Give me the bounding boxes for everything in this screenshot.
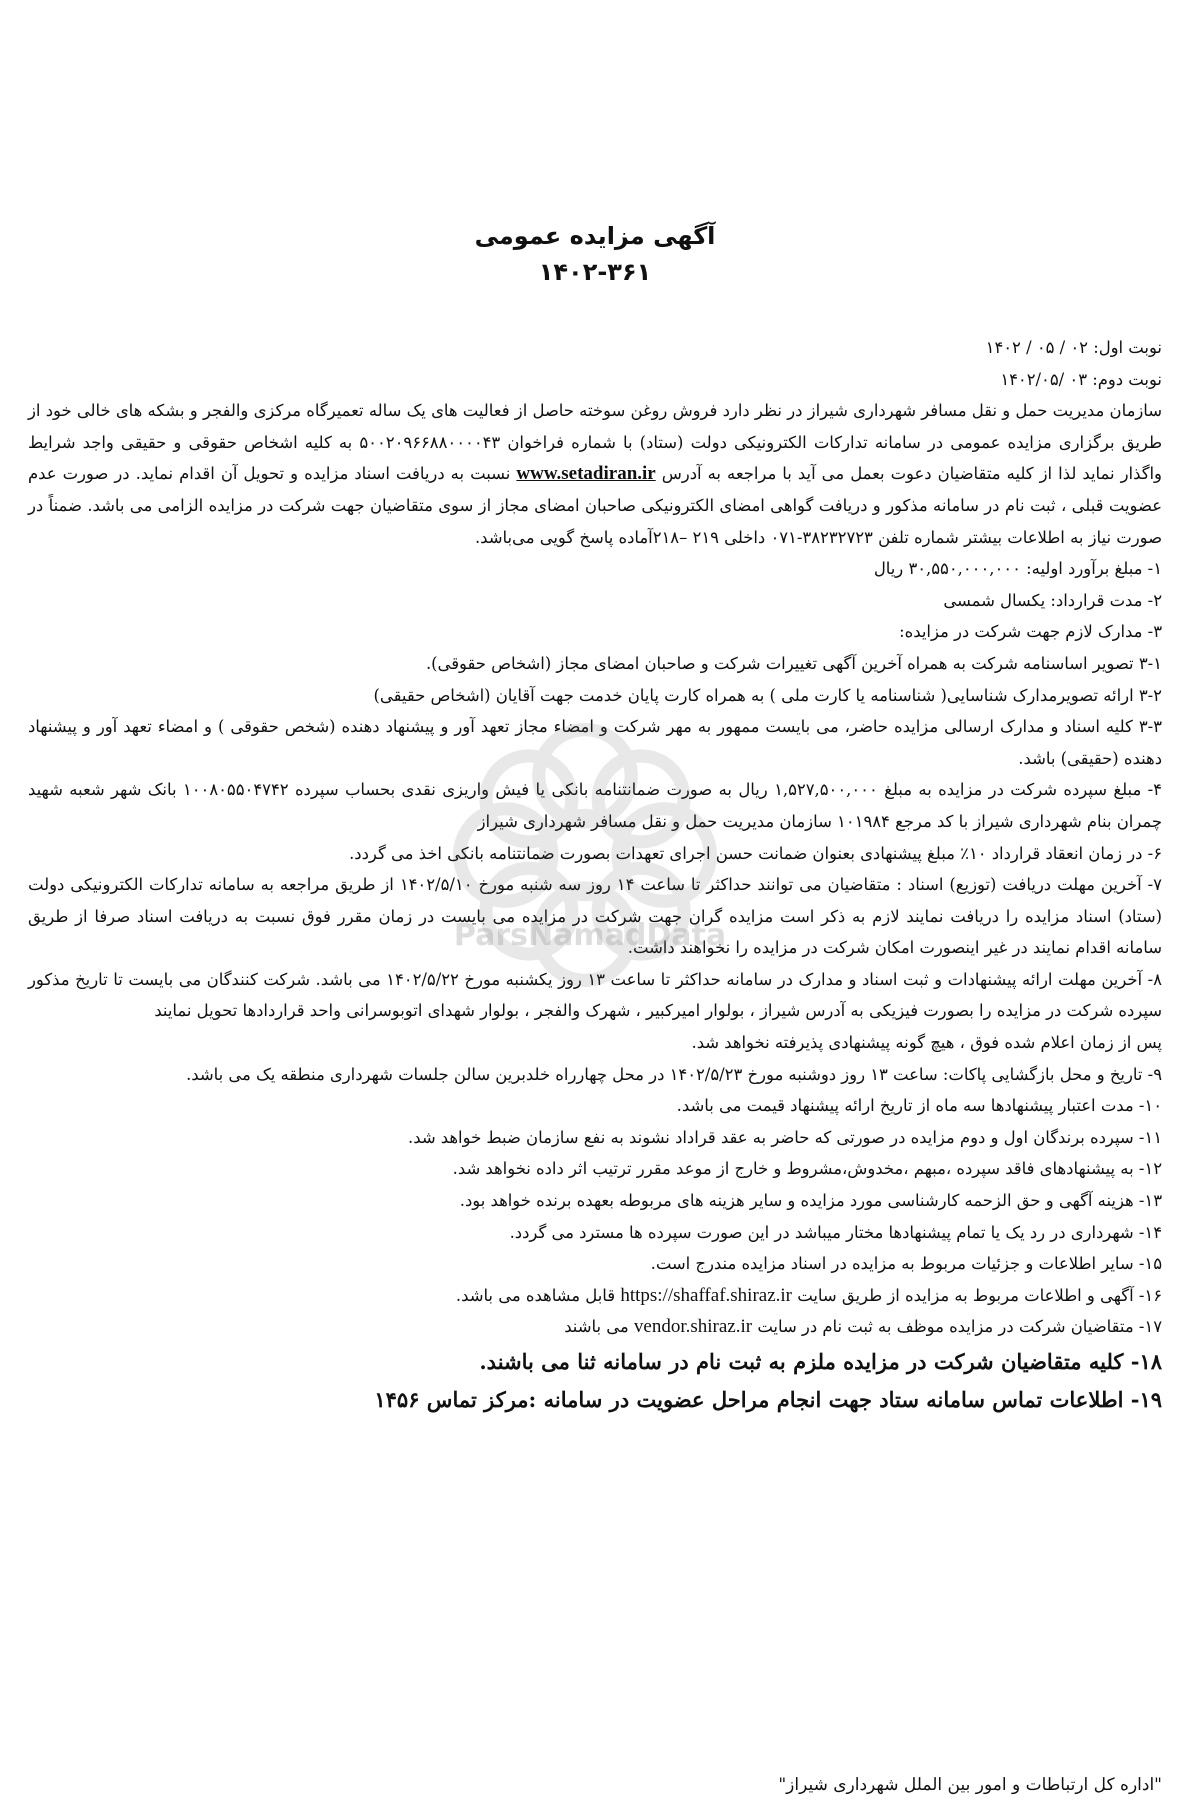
document-body — [28, 332, 1162, 1419]
item-19: ۱۹- اطلاعات تماس سامانه ستاد جهت انجام مراحل عضویت در سامانه :مرکز تماس ۱۴۵۶ — [374, 1387, 1162, 1412]
item-17-text-1: ۱۷- متقاضیان شرکت در مزایده موظف به ثبت نام در سایت — [757, 1317, 1162, 1337]
second-notice: نوبت دوم: ۰۳ /۱۴۰۲/۰۵ — [1000, 369, 1162, 389]
document-page — [28, 0, 1162, 1818]
auction-number: ۱۴۰۲-۳۶۱ — [538, 258, 652, 286]
first-notice: نوبت اول: ۰۲ / ۰۵ / ۱۴۰۲ — [985, 338, 1162, 357]
intro-paragraph — [28, 395, 1162, 553]
item-16 — [28, 1280, 1162, 1312]
item-17-text-2: می باشند — [564, 1317, 629, 1337]
item-3-1: ۳-۱ تصویر اساسنامه شرکت به همراه آخرین آگهی تغییرات شرکت و صاحبان امضای مجاز (اشخاص حقوقی). — [425, 653, 1162, 673]
item-7: ۷- آخرین مهلت دریافت (توزیع) اسناد : متقاضیان می توانند حداکثر تا ساعت ۱۴ روز سه شنبه مورخ ۱۴۰۲/۵/۱۰ از طریق مراجعه به سامانه تدارکات الکترونیکی دولت (ستاد) اسناد مزایده را دریافت نمایند لازم به ذکر است مزایده گران جهت شرکت در مزایده می بایست در زمان مقرر فوق نسبت به دریافت اسناد صرفا از طریق سامانه اقدام نمایند در غیر اینصورت امکان شرکت در مزایده را نخواهند داشت. — [28, 875, 1162, 958]
item-3-2: ۳-۲ ارائه تصویرمدارک شناسایی( شناسنامه یا کارت ملی ) به همراه کارت پایان خدمت جهت آقایان (اشخاص حقیقی) — [373, 685, 1162, 705]
item-18: ۱۸- کلیه متقاضیان شرکت در مزایده ملزم به ثبت نام در سامانه ثنا می باشند. — [479, 1349, 1162, 1374]
vendor-link[interactable]: vendor.shiraz.ir — [633, 1316, 753, 1338]
item-3: ۳- مدارک لازم جهت شرکت در مزایده: — [899, 622, 1162, 642]
item-2: ۲- مدت قرارداد: یکسال شمسی — [943, 590, 1162, 610]
item-16-text-2: قابل مشاهده می باشد. — [455, 1285, 616, 1305]
intro-text-1: سازمان مدیریت حمل و نقل مسافر شهرداری شیراز در نظر دارد فروش روغن سوخته حاصل از فعالیت های یک ساله تعمیرگاه مرکزی والفجر و بشکه های خالی خود از طریق برگزاری مزایده عمومی در سامانه تدارکات الکترونیکی دولت (ستاد) با شماره فراخوان ۵۰۰۲۰۹۶۶۸۸۰۰۰۰۴۳ به کلیه اشخاص حقوقی و حقیقی واجد شرایط واگذار نماید لذا از کلیه متقاضیان دعوت بعمل می آید با مراجعه به آدرس — [28, 401, 1162, 484]
item-13: ۱۳- هزینه آگهی و حق الزحمه کارشناسی مورد مزایده و سایر هزینه های مربوطه بعهده برنده خواهد بود. — [459, 1191, 1162, 1211]
document-title: آگهی مزایده عمومی — [474, 222, 716, 250]
item-11: ۱۱- سپرده برندگان اول و دوم مزایده در صورتی که حاضر به عقد قراداد نشوند به نفع سازمان ضبط خواهد شد. — [408, 1127, 1162, 1147]
item-6: ۶- در زمان انعقاد قرارداد ۱۰٪ مبلغ پیشنهادی بعنوان ضمانت حسن اجرای تعهدات بصورت ضمانتنامه بانکی اخذ می گردد. — [349, 843, 1162, 863]
item-10: ۱۰- مدت اعتبار پیشنهادها سه ماه از تاریخ ارائه پیشنهاد قیمت می باشد. — [676, 1096, 1162, 1116]
item-16-text-1: ۱۶- آگهی و اطلاعات مربوط به مزایده از طریق سایت — [797, 1285, 1162, 1305]
item-3-3: ۳-۳ کلیه اسناد و مدارک ارسالی مزایده حاضر، می بایست ممهور به مهر شرکت و امضاء مجاز تعهد آور و پیشنهاد دهنده (شخص حقوقی ) و امضاء تعهد آور و پیشنهاد دهنده (حقیقی) باشد. — [28, 717, 1162, 768]
title-block — [28, 218, 1162, 290]
item-1: ۱- مبلغ برآورد اولیه: ۳۰,۵۵۰,۰۰۰,۰۰۰ ریال — [873, 559, 1162, 579]
item-4: ۴- مبلغ سپرده شرکت در مزایده به مبلغ ۱,۵۲۷,۵۰۰,۰۰۰ ریال به صورت ضمانتنامه بانکی یا فیش واریزی نقدی بحساب سپرده ۱۰۰۸۰۵۵۰۴۷۴۲ بانک شهر شعبه شهید چمران بنام شهرداری شیراز با کد مرجع ۱۰۱۹۸۴ سازمان مدیریت حمل و نقل مسافر شهرداری شیراز — [28, 780, 1162, 831]
item-12: ۱۲- به پیشنهادهای فاقد سپرده ،مبهم ،مخدوش،مشروط و خارج از موعد مقرر ترتیب اثر داده نخواهد شد. — [452, 1159, 1162, 1179]
item-9: ۹- تاریخ و محل بازگشایی پاکات: ساعت ۱۳ روز دوشنبه مورخ ۱۴۰۲/۵/۲۳ در محل چهارراه خلدبرین سالن جلسات شهرداری منطقه یک می باشد. — [186, 1064, 1162, 1084]
setadiran-link[interactable]: www.setadiran.ir — [516, 463, 656, 485]
item-17 — [28, 1311, 1162, 1343]
intro-text-2: نسبت به دریافت اسناد مزایده و تحویل آن اقدام نماید. در صورت عدم عضویت قبلی ، ثبت نام در سامانه مذکور و دریافت گواهی امضای الکترونیکی صاحبان امضای مجاز از سوی متقاضیان جهت شرکت در مزایده الزامی می باشد. ضمناً در صورت نیاز به اطلاعات بیشتر شماره تلفن ۳۸۲۳۲۷۲۳-۰۷۱ داخلی ۲۱۹ –۲۱۸آماده پاسخ گویی می‌باشد. — [28, 464, 1162, 547]
item-8-note: پس از زمان اعلام شده فوق ، هیچ گونه پیشنهادی پذیرفته نخواهد شد. — [691, 1033, 1162, 1053]
item-14: ۱۴- شهرداری در رد یک یا تمام پیشنهادها مختار میباشد در این صورت سپرده ها مسترد می گردد. — [509, 1222, 1162, 1242]
item-15: ۱۵- سایر اطلاعات و جزئیات مربوط به مزایده در اسناد مزایده مندرج است. — [650, 1254, 1162, 1274]
shaffaf-link[interactable]: https://shaffaf.shiraz.ir — [620, 1284, 792, 1306]
watermark-text: ParsNamadData — [453, 918, 727, 953]
footer-signature: "اداره کل ارتباطات و امور بین الملل شهرداری شیراز" — [778, 1775, 1162, 1795]
item-8: ۸- آخرین مهلت ارائه پیشنهادات و ثبت اسناد و مدارک در سامانه حداکثر تا ساعت ۱۳ روز یکشنبه مورخ ۱۴۰۲/۵/۲۲ می باشد. شرکت کنندگان می بایست تا تاریخ مذکور سپرده شرکت در مزایده را بصورت فیزیکی به آدرس شیراز ، بولوار امیرکبیر ، شهرک والفجر ، بولوار شهدای اتوبوسرانی واحد قراردادها تحویل نمایند — [28, 969, 1162, 1021]
